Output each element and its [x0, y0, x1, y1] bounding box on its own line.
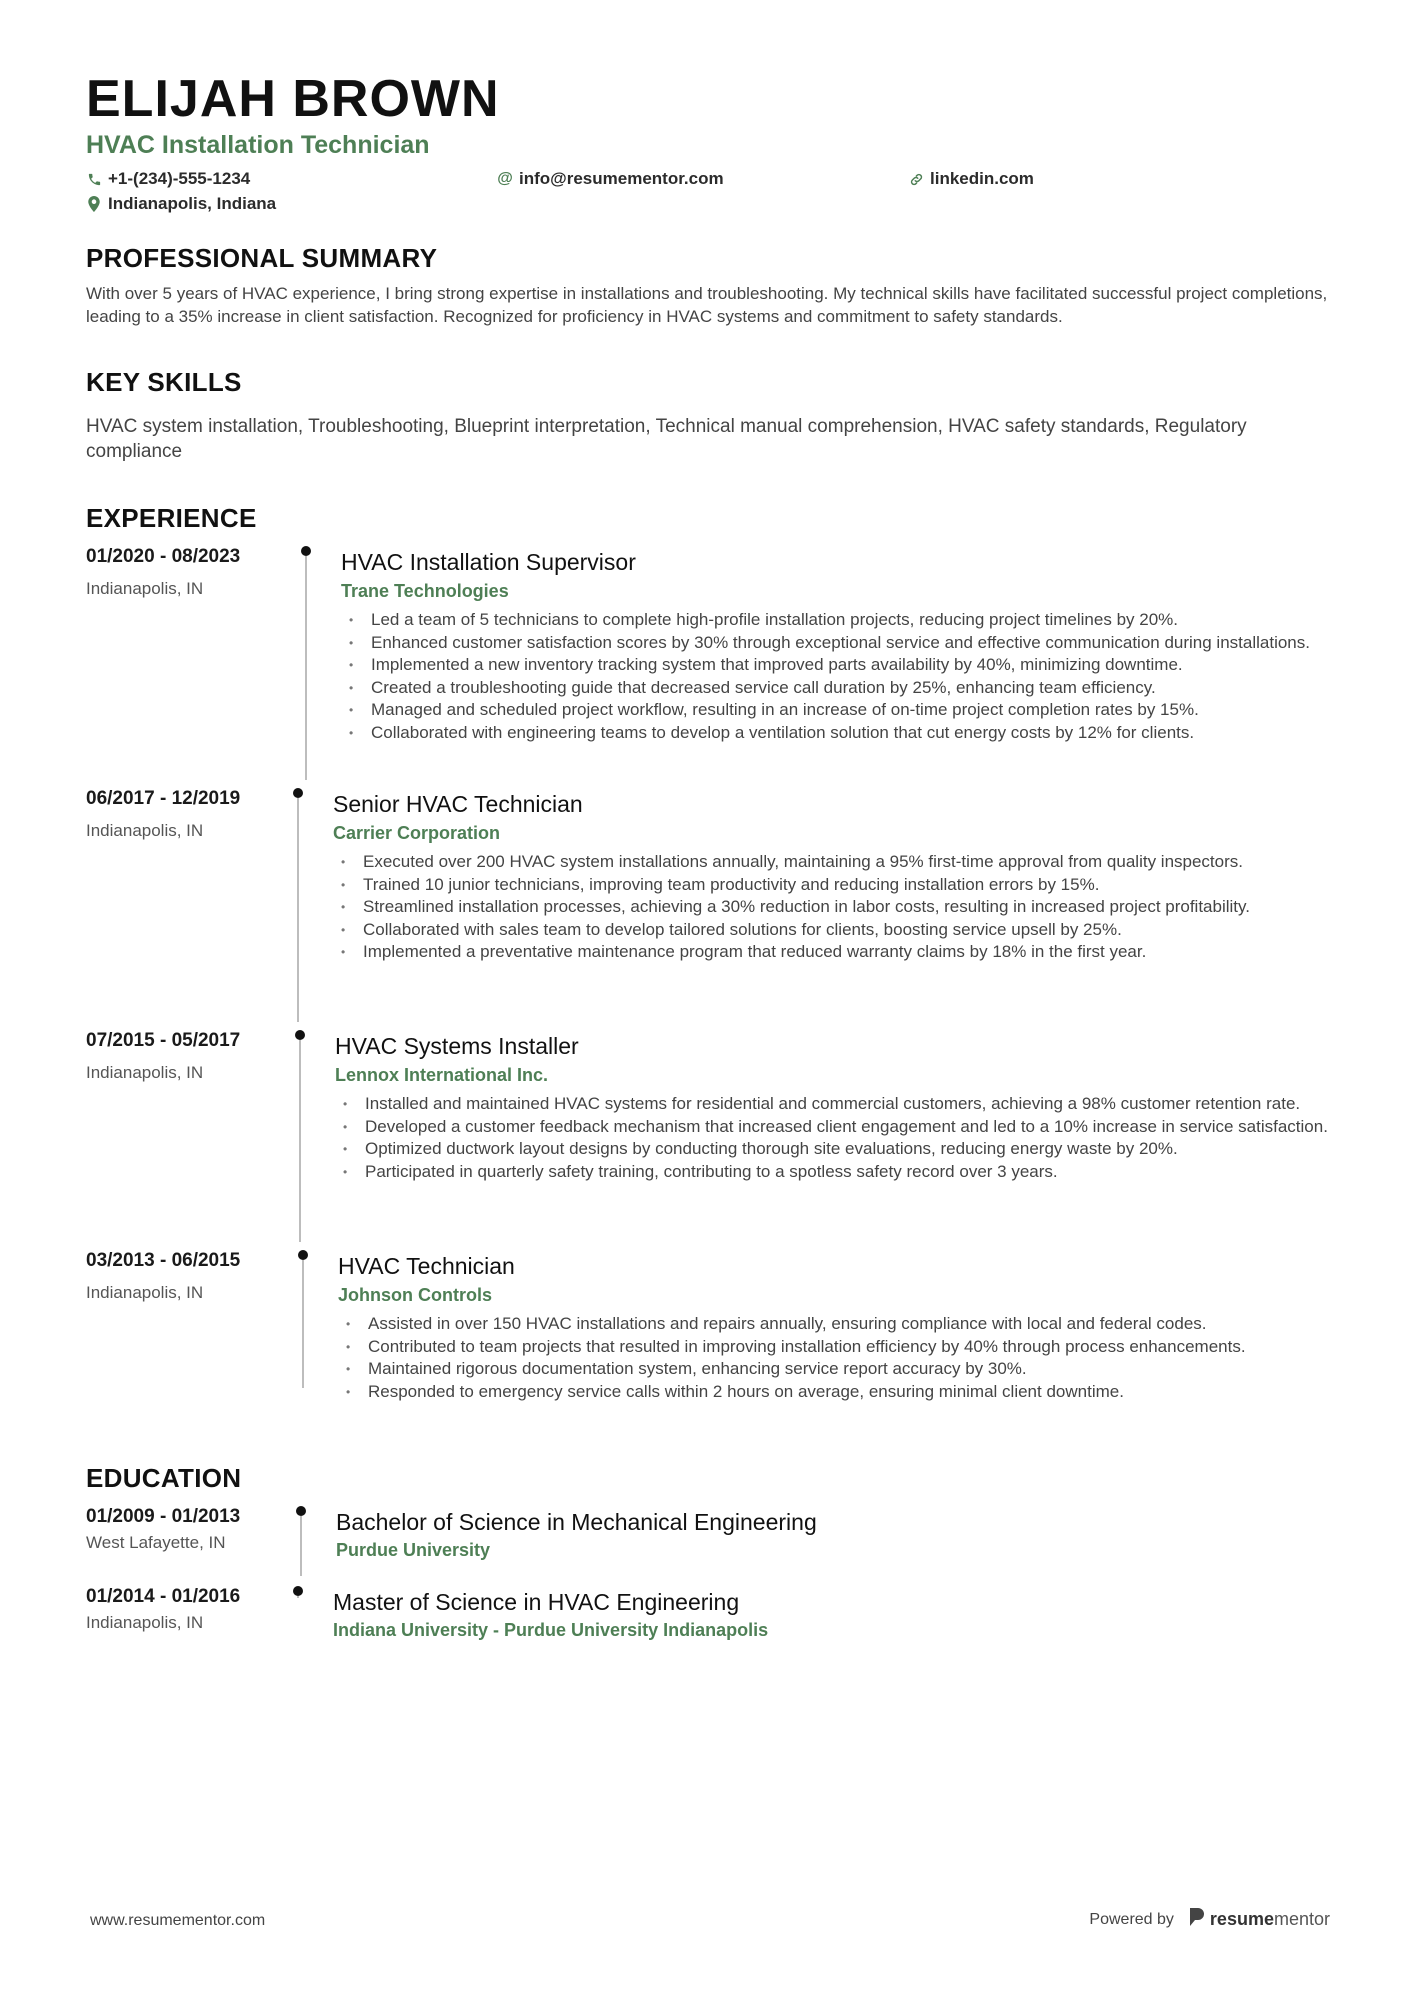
edu-location: West Lafayette, IN — [86, 1533, 226, 1552]
powered-by — [1089, 1908, 1330, 1931]
timeline-line — [300, 1516, 302, 1576]
education-entry — [86, 1584, 1336, 1644]
phone-contact — [86, 168, 250, 190]
timeline-rail — [283, 1584, 323, 1644]
timeline-dot — [301, 546, 311, 556]
summary-heading: PROFESSIONAL SUMMARY — [86, 243, 438, 273]
skills-heading: KEY SKILLS — [86, 367, 242, 397]
experience-entry — [86, 544, 1336, 786]
job-bullets — [338, 1313, 1336, 1403]
timeline-line — [302, 1260, 304, 1388]
job-company: Trane Technologies — [341, 581, 509, 601]
job-role: HVAC Systems Installer — [335, 1033, 579, 1059]
list-item: • Implemented a preventative maintenance program that reduced warranty claims by 18% in the first year. — [333, 941, 1336, 964]
brand-strong: resume — [1209, 1909, 1274, 1929]
job-role: HVAC Installation Supervisor — [341, 549, 636, 575]
location-text: Indianapolis, Indiana — [108, 194, 277, 213]
summary-text: With over 5 years of HVAC experience, I bring strong expertise in installations and troubleshooting. My technical skills have facilitated successful project completions, leading to a 35% increase in client satisfaction. Recognized for proficiency in HVAC systems and commitment to safety standards. — [86, 284, 1328, 326]
list-item: • Assisted in over 150 HVAC installations and repairs annually, ensuring compliance with local and federal codes. — [338, 1313, 1336, 1336]
list-item: • Optimized ductwork layout designs by conducting thorough site evaluations, reducing energy waste by 20%. — [335, 1138, 1336, 1161]
experience-timeline — [86, 544, 1336, 1448]
job-dates: 01/2020 - 08/2023 — [86, 546, 241, 567]
job-company: Johnson Controls — [338, 1285, 492, 1305]
timeline-dot — [298, 1250, 308, 1260]
job-company: Lennox International Inc. — [335, 1065, 549, 1085]
list-item: • Responded to emergency service calls within 2 hours on average, ensuring minimal client downtime. — [338, 1381, 1336, 1404]
job-role: HVAC Technician — [338, 1253, 515, 1279]
timeline-rail — [283, 786, 323, 1028]
edu-dates: 01/2009 - 01/2013 — [86, 1506, 241, 1527]
job-bullets — [341, 609, 1336, 744]
brand-logo[interactable] — [1188, 1908, 1330, 1931]
job-title: HVAC Installation Technician — [86, 131, 430, 159]
list-item: • Created a troubleshooting guide that decreased service call duration by 25%, enhancing team efficiency. — [341, 677, 1336, 700]
website-contact — [908, 168, 1034, 190]
experience-entry — [86, 1028, 1336, 1248]
timeline-line — [297, 798, 299, 1022]
email-text[interactable]: info@resumementor.com — [519, 169, 724, 188]
list-item: • Executed over 200 HVAC system installations annually, maintaining a 95% first-time approval from quality inspectors. — [333, 851, 1336, 874]
timeline-rail — [288, 1248, 328, 1448]
job-location: Indianapolis, IN — [86, 1063, 204, 1082]
location-contact — [86, 193, 276, 215]
job-role: Senior HVAC Technician — [333, 791, 583, 817]
timeline-line — [305, 556, 307, 780]
list-item: • Enhanced customer satisfaction scores by 30% through exceptional service and effective communication during installations. — [341, 632, 1336, 655]
edu-degree: Bachelor of Science in Mechanical Engineering — [336, 1509, 817, 1535]
resume-page — [86, 68, 1336, 1644]
timeline-line — [297, 1596, 299, 1598]
timeline-dot — [296, 1506, 306, 1516]
brand-light: mentor — [1273, 1909, 1330, 1929]
job-location: Indianapolis, IN — [86, 1283, 204, 1302]
location-pin-icon — [86, 196, 102, 212]
job-dates: 07/2015 - 05/2017 — [86, 1030, 241, 1051]
job-location: Indianapolis, IN — [86, 579, 204, 598]
email-contact — [497, 168, 724, 190]
powered-by-label: Powered by — [1089, 1910, 1174, 1928]
skills-section — [86, 366, 1336, 464]
job-company: Carrier Corporation — [333, 823, 501, 843]
edu-location: Indianapolis, IN — [86, 1613, 204, 1632]
skills-text: HVAC system installation, Troubleshooting, Blueprint interpretation, Technical manual comprehension, HVAC safety standards, Regulatory compliance — [86, 416, 1247, 462]
footer-site-link[interactable]: www.resumementor.com — [90, 1912, 266, 1929]
website-text[interactable]: linkedin.com — [930, 169, 1034, 188]
list-item: • Installed and maintained HVAC systems for residential and commercial customers, achieving a 98% customer retention rate. — [335, 1093, 1336, 1116]
experience-heading: EXPERIENCE — [86, 503, 257, 533]
candidate-name: ELIJAH BROWN — [86, 70, 500, 128]
edu-degree: Master of Science in HVAC Engineering — [333, 1589, 740, 1615]
phone-text[interactable]: +1-(234)-555-1234 — [108, 169, 251, 188]
timeline-line — [299, 1040, 301, 1242]
contact-info — [86, 166, 1336, 218]
link-icon — [908, 171, 924, 187]
job-dates: 03/2013 - 06/2015 — [86, 1250, 241, 1271]
brand-mark-icon — [1188, 1908, 1204, 1931]
summary-section — [86, 242, 1336, 328]
job-bullets — [333, 851, 1336, 964]
timeline-rail — [285, 1028, 325, 1248]
job-bullets — [335, 1093, 1336, 1183]
list-item: • Trained 10 junior technicians, improving team productivity and reducing installation errors by 15%. — [333, 874, 1336, 897]
education-entry — [86, 1504, 1336, 1584]
experience-entry — [86, 786, 1336, 1028]
experience-section — [86, 502, 1336, 1448]
list-item: • Collaborated with sales team to develop tailored solutions for clients, boosting service upsell by 25%. — [333, 919, 1336, 942]
at-icon: @ — [497, 170, 513, 187]
list-item: • Led a team of 5 technicians to complete high-profile installation projects, reducing project timelines by 20%. — [341, 609, 1336, 632]
list-item: • Participated in quarterly safety training, contributing to a spotless safety record over 3 years. — [335, 1161, 1336, 1184]
timeline-rail — [286, 1504, 326, 1584]
education-heading: EDUCATION — [86, 1463, 242, 1493]
list-item: • Streamlined installation processes, achieving a 30% reduction in labor costs, resulting in increased project profitability. — [333, 896, 1336, 919]
list-item: • Contributed to team projects that resulted in improving installation efficiency by 40% through process enhancements. — [338, 1336, 1336, 1359]
list-item: • Maintained rigorous documentation system, enhancing service report accuracy by 30%. — [338, 1358, 1336, 1381]
timeline-dot — [295, 1030, 305, 1040]
experience-entry — [86, 1248, 1336, 1448]
edu-school: Purdue University — [336, 1540, 491, 1560]
list-item: • Managed and scheduled project workflow, resulting in an increase of on-time project completion rates by 15%. — [341, 699, 1336, 722]
education-section — [86, 1462, 1336, 1644]
education-timeline — [86, 1504, 1336, 1644]
job-dates: 06/2017 - 12/2019 — [86, 788, 241, 809]
timeline-rail — [291, 544, 331, 786]
job-location: Indianapolis, IN — [86, 821, 204, 840]
list-item: • Implemented a new inventory tracking system that improved parts availability by 40%, minimizing downtime. — [341, 654, 1336, 677]
timeline-dot — [293, 1586, 303, 1596]
edu-dates: 01/2014 - 01/2016 — [86, 1586, 241, 1607]
list-item: • Collaborated with engineering teams to develop a ventilation solution that cut energy costs by 12% for clients. — [341, 722, 1336, 745]
edu-school: Indiana University - Purdue University Indianapolis — [333, 1620, 769, 1640]
phone-icon — [86, 171, 102, 187]
timeline-dot — [293, 788, 303, 798]
list-item: • Developed a customer feedback mechanism that increased client engagement and led to a 10% increase in service satisfaction. — [335, 1116, 1336, 1139]
